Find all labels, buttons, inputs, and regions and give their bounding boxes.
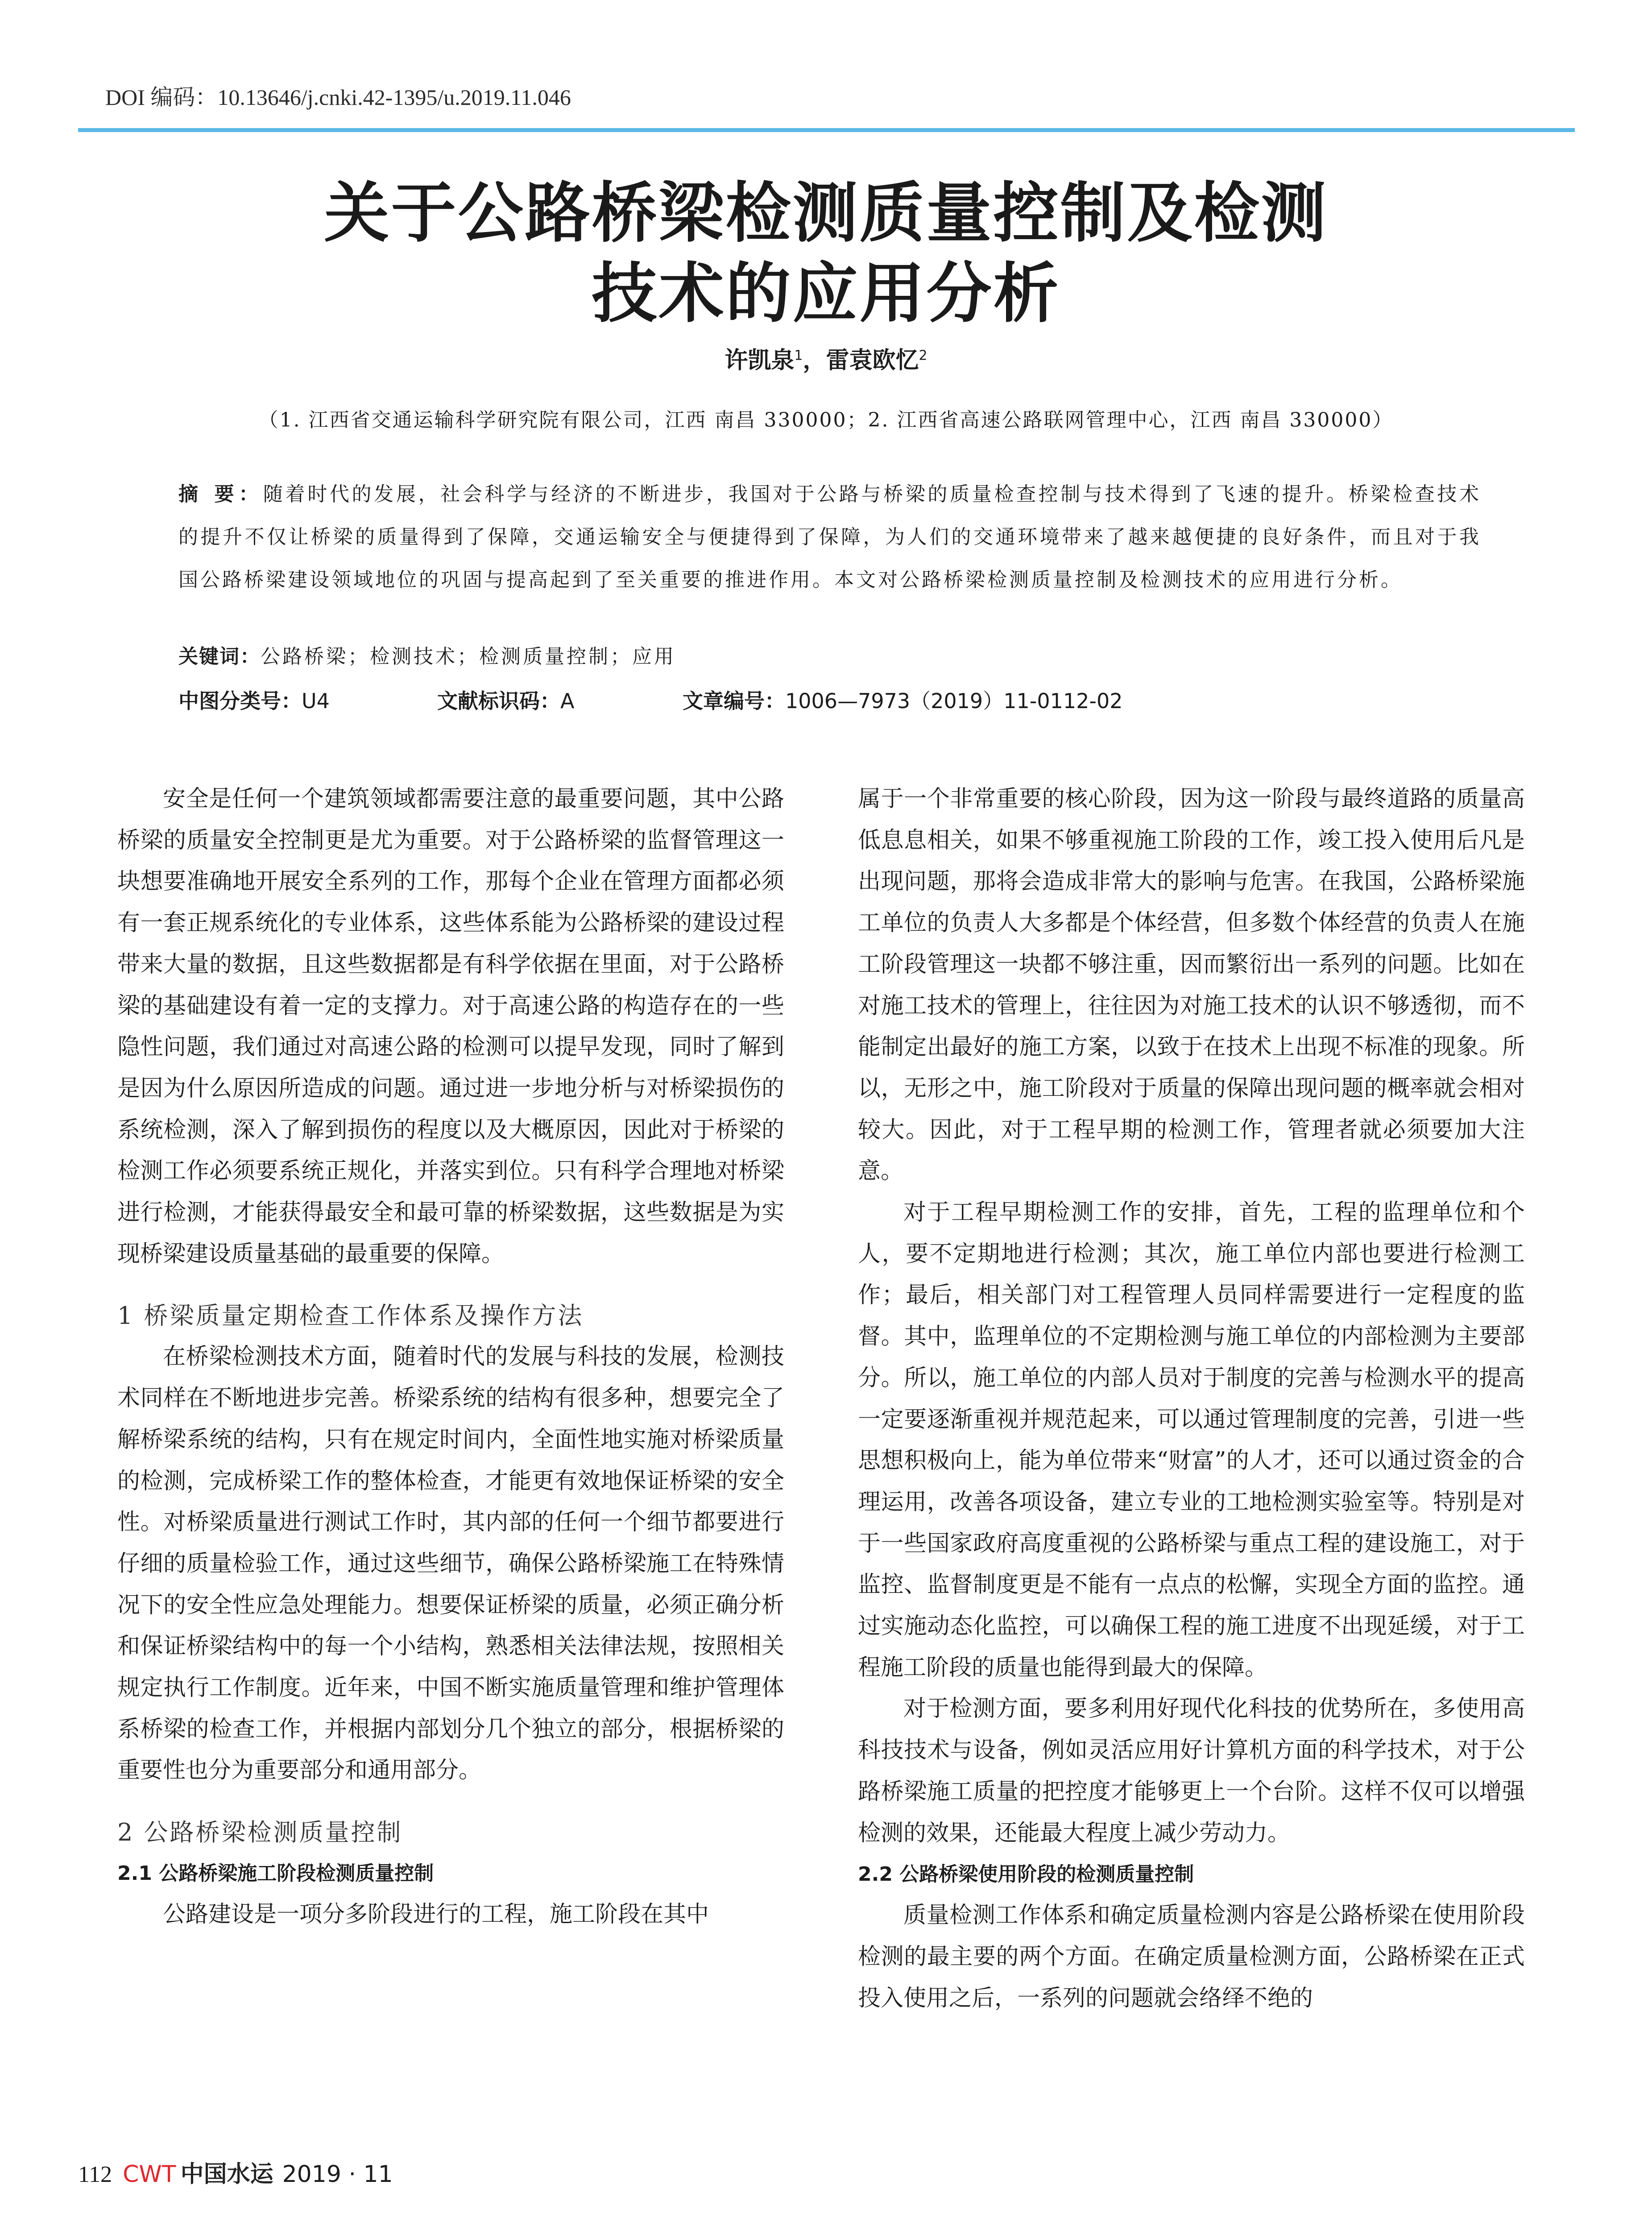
article-title-line-1: 关于公路桥梁检测质量控制及检测 (324, 175, 1328, 251)
author-affiliation-mark: 2 (919, 348, 927, 364)
journal-brand-mark: CWT (123, 2161, 176, 2188)
section-2-2-paragraph: 质量检测工作体系和确定质量检测内容是公路桥梁在使用阶段检测的最主要的两个方面。在确定质量检测方面，公路桥梁在正式投入使用之后，一系列的问题就会络绎不绝的 (858, 1902, 1525, 2011)
section-2-1-heading: 2.1 公路桥梁施工阶段检测质量控制 (117, 1862, 434, 1885)
article-number-label: 文章编号： (683, 689, 785, 713)
abstract-text: 随着时代的发展，社会科学与经济的不断进步，我国对于公路与桥梁的质量检查控制与技术得到了飞速的提升。桥梁检查技术的提升不仅让桥梁的质量得到了保障，交通运输安全与便捷得到了保障，为人们的交通环境带来了越来越便捷的良好条件，而且对于我国公路桥梁建设领域地位的巩固与提高起到了至关重要的推进作用。本文对公路桥梁检测质量控制及检测技术的应用进行分析。 (178, 483, 1481, 591)
document-code (437, 685, 574, 714)
affiliations: （1. 江西省交通运输科学研究院有限公司，江西 南昌 330000；2. 江西省高速公路联网管理中心，江西 南昌 330000） (258, 409, 1394, 431)
author-separator: ， (803, 347, 826, 374)
continued-paragraph: 属于一个非常重要的核心阶段，因为这一阶段与最终道路的质量高低息息相关，如果不够重视施工阶段的工作，竣工投入使用后凡是出现问题，那将会造成非常大的影响与危害。在我国，公路桥梁施工单位的负责人大多都是个体经营，但多数个体经营的负责人在施工阶段管理这一块都不够注重，因而繁衍出一系列的问题。比如在对施工技术的管理上，往往因为对施工技术的认识不够透彻，而不能制定出最好的施工方案，以致于在技术上出现不标准的现象。所以，无形之中，施工阶段对于质量的保障出现问题的概率就会相对较大。因此，对于工程早期的检测工作，管理者就必须要加大注意。 (858, 786, 1525, 1185)
section-2-1-paragraph: 公路建设是一项分多阶段进行的工程，施工阶段在其中 (163, 1901, 709, 1928)
body-paragraph: 对于工程早期检测工作的安排，首先，工程的监理单位和个人，要不定期地进行检测；其次，施工单位内部也要进行检测工作；最后，相关部门对工程管理人员同样需要进行一定程度的监督。其中，监理单位的不定期检测与施工单位的内部检测为主要部分。所以，施工单位的内部人员对于制度的完善与检测水平的提高一定要逐渐重视并规范起来，可以通过管理制度的完善，引进一些思想积极向上，能为单位带来“财富”的人才，还可以通过资金的合理运用，改善各项设备，建立专业的工地检测实验室等。特别是对于一些国家政府高度重视的公路桥梁与重点工程的建设施工，对于监控、监督制度更是不能有一点点的松懈，实现全方面的监控。通过实施动态化监控，可以确保工程的施工进度不出现延缓，对于工程施工阶段的质量也能得到最大的保障。 (858, 1199, 1525, 1681)
clc-label: 中图分类号： (178, 689, 302, 713)
author-list (0, 341, 1652, 375)
journal-name: 中国水运 (180, 2161, 273, 2188)
article-number (683, 685, 1123, 714)
section-1-paragraph: 在桥梁检测技术方面，随着时代的发展与科技的发展，检测技术同样在不断地进步完善。桥梁系统的结构有很多种，想要完全了解桥梁系统的结构，只有在规定时间内，全面性地实施对桥梁质量的检测，完成桥梁工作的整体检查，才能更有效地保证桥梁的安全性。对桥梁质量进行测试工作时，其内部的任何一个细节都要进行仔细的质量检验工作，通过这些细节，确保公路桥梁施工在特殊情况下的安全性应急处理能力。想要保证桥梁的质量，必须正确分析和保证桥梁结构中的每一个小结构，熟悉相关法律法规，按照相关规定执行工作制度。近年来，中国不断实施质量管理和维护管理体系桥梁的检查工作，并根据内部划分几个独立的部分，根据桥梁的重要性也分为重要部分和通用部分。 (117, 1344, 784, 1784)
clc-value: U4 (302, 689, 330, 713)
abstract-label: 摘 要： (178, 483, 263, 506)
section-2-heading: 2 公路桥梁检测质量控制 (117, 1818, 403, 1847)
page-footer (78, 2155, 613, 2191)
document-code-value: A (560, 689, 575, 713)
keywords-label: 关键词： (178, 645, 261, 668)
document-code-label: 文献标识码： (437, 689, 560, 713)
author-name: 雷袁欧忆 (826, 347, 919, 374)
article-title-line-2: 技术的应用分析 (592, 256, 1060, 332)
classification-line (178, 685, 1383, 716)
article-number-value: 1006—7973（2019）11-0112-02 (785, 689, 1123, 713)
body-column-left (117, 779, 784, 1936)
author-affiliation-mark: 1 (794, 348, 803, 364)
clc-number (178, 685, 330, 714)
section-1-heading: 1 桥梁质量定期检查工作体系及操作方法 (117, 1302, 584, 1330)
abstract (178, 473, 1481, 601)
page-number: 112 (78, 2162, 112, 2187)
body-paragraph: 对于检测方面，要多利用好现代化科技的优势所在，多使用高科技技术与设备，例如灵活应用好计算机方面的科学技术，对于公路桥梁施工质量的把控度才能够更上一个台阶。这样不仅可以增强检测的效果，还能最大程度上减少劳动力。 (858, 1696, 1525, 1846)
header-rule (78, 128, 1575, 132)
journal-issue: 2019 · 11 (282, 2161, 393, 2188)
body-column-right (858, 779, 1525, 2019)
doi-line: DOI 编码：10.13646/j.cnki.42-1395/u.2019.11.046 (105, 85, 571, 110)
author-name: 许凯泉 (725, 347, 795, 374)
keywords-text: 公路桥梁；检测技术；检测质量控制；应用 (261, 645, 676, 668)
intro-paragraph: 安全是任何一个建筑领域都需要注意的最重要问题，其中公路桥梁的质量安全控制更是尤为重要。对于公路桥梁的监督管理这一块想要准确地开展安全系列的工作，那每个企业在管理方面都必须有一套正规系统化的专业体系，这些体系能为公路桥梁的建设过程带来大量的数据，且这些数据都是有科学依据在里面，对于公路桥梁的基础建设有着一定的支撑力。对于高速公路的构造存在的一些隐性问题，我们通过对高速公路的检测可以提早发现，同时了解到是因为什么原因所造成的问题。通过进一步地分析与对桥梁损伤的系统检测，深入了解到损伤的程度以及大概原因，因此对于桥梁的检测工作必须要系统正规化，并落实到位。只有科学合理地对桥梁进行检测，才能获得最安全和最可靠的桥梁数据，这些数据是为实现桥梁建设质量基础的最重要的保障。 (117, 786, 784, 1267)
keywords (178, 640, 1481, 669)
section-2-2-heading: 2.2 公路桥梁使用阶段的检测质量控制 (858, 1863, 1194, 1886)
